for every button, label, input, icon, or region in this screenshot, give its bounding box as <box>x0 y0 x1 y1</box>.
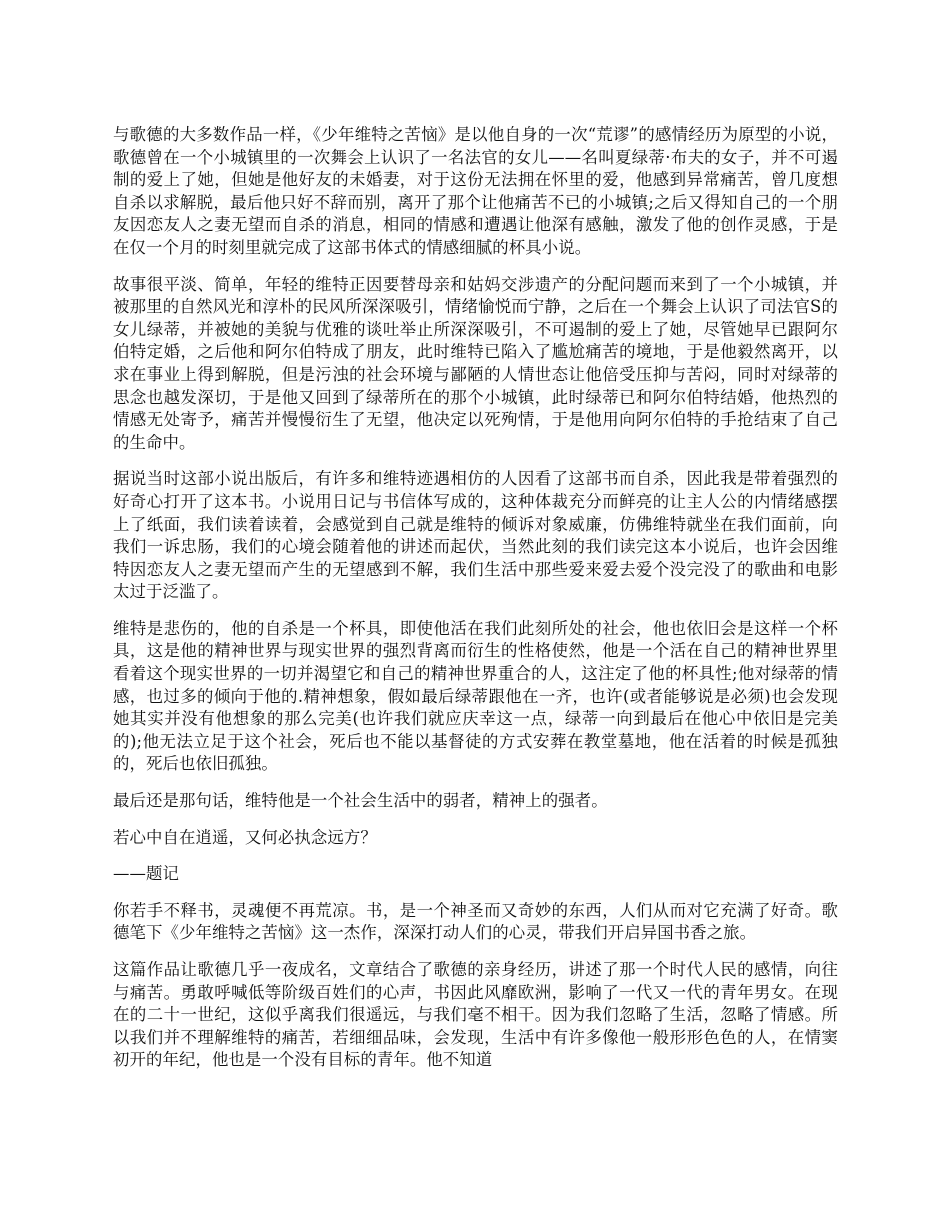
paragraph-8: 这篇作品让歌德几乎一夜成名，文章结合了歌德的亲身经历，讲述了那一个时代人民的感情，向往与痛苦。勇敢呼喊低等阶级百姓们的心声，书因此风靡欧洲，影响了一代又一代的青年男女。在现在的二十一世纪，这似乎离我们很遥远，与我们毫不相干。因为我们忽略了生活，忽略了情感。所以我们并不理解维特的痛苦，若细细品味，会发现，生活中有许多像他一般形形色色的人，在情窦初开的年纪，他也是一个没有目标的青年。他不知道 <box>113 960 838 1070</box>
paragraph-6: 若心中自在逍遥，又何必执念远方？ <box>113 827 377 847</box>
document-body <box>113 124 838 1086</box>
paragraph-4: 维特是悲伤的，他的自杀是一个杯具，即使他活在我们此刻所处的社会，他也依旧会是这样一个杯具，这是他的精神世界与现实世界的强烈背离而衍生的性格使然，他是一个活在自己的精神世界里看着这个现实世界的一切并渴望它和自己的精神世界重合的人，这注定了他的杯具性;他对绿蒂的情感，也过多的倾向于他的.精神想象，假如最后绿蒂跟他在一齐，也许(或者能够说是必须)也会发现她其实并没有他想象的那么完美(也许我们就应庆幸这一点，绿蒂一向到最后在他心中依旧是完美的);他无法立足于这个社会，死后也不能以基督徒的方式安葬在教堂墓地，他在活着的时候是孤独的，死后也依旧孤独。 <box>113 618 838 774</box>
paragraph-5: 最后还是那句话，维特他是一个社会生活中的弱者，精神上的强者。 <box>113 791 608 811</box>
paragraph-2: 故事很平淡、简单，年轻的维特正因要替母亲和姑妈交涉遗产的分配问题而来到了一个小城镇，并被那里的自然风光和淳朴的民风所深深吸引，情绪愉悦而宁静，之后在一个舞会上认识了司法官S的女儿绿蒂，并被她的美貌与优雅的谈吐举止所深深吸引，不可遏制的爱上了她，尽管她早已跟阿尔伯特定婚，之后他和阿尔伯特成了朋友，此时维特已陷入了尴尬痛苦的境地，于是他毅然离开，以求在事业上得到解脱，但是污浊的社会环境与鄙陋的人情世态让他倍受压抑与苦闷，同时对绿蒂的思念也越发深切，于是他又回到了绿蒂所在的那个小城镇，此时绿蒂已和阿尔伯特结婚，他热烈的情感无处寄予，痛苦并慢慢衍生了无望，他决定以死殉情，于是他用向阿尔伯特的手抢结束了自己的生命中。 <box>113 274 838 452</box>
paragraph-7: 你若手不释书，灵魂便不再荒凉。书，是一个神圣而又奇妙的东西，人们从而对它充满了好奇。歌德笔下《少年维特之苦恼》这一杰作，深深打动人们的心灵，带我们开启异国书香之旅。 <box>113 900 838 943</box>
paragraph-3: 据说当时这部小说出版后，有许多和维特迹遇相仿的人因看了这部书而自杀，因此我是带着强烈的好奇心打开了这本书。小说用日记与书信体写成的，这种体裁充分而鲜亮的让主人公的内情绪感摆上了纸面，我们读着读着，会感觉到自己就是维特的倾诉对象威廉，仿佛维特就坐在我们面前，向我们一诉忠肠，我们的心境会随着他的讲述而起伏，当然此刻的我们读完这本小说后，也许会因维特因恋友人之妻无望而产生的无望感到不解，我们生活中那些爱来爱去爱个没完没了的歌曲和电影太过于泛滥了。 <box>113 469 838 602</box>
paragraph-1: 与歌德的大多数作品一样，《少年维特之苦恼》是以他自身的一次“荒谬”的感情经历为原型的小说，歌德曾在一个小城镇里的一次舞会上认识了一名法官的女儿——名叫夏绿蒂·布夫的女子，并不可遏制的爱上了她，但她是他好友的未婚妻，对于这份无法拥在怀里的爱，他感到异常痛苦，曾几度想自杀以求解脱，最后他只好不辞而别，离开了那个让他痛苦不已的小城镇;之后又得知自己的一个朋友因恋友人之妻无望而自杀的消息，相同的情感和遭遇让他深有感触，激发了他的创作灵感，于是在仅一个月的时刻里就完成了这部书体式的情感细腻的杯具小说。 <box>113 125 838 257</box>
epigraph-attribution: ——题记 <box>113 864 179 884</box>
